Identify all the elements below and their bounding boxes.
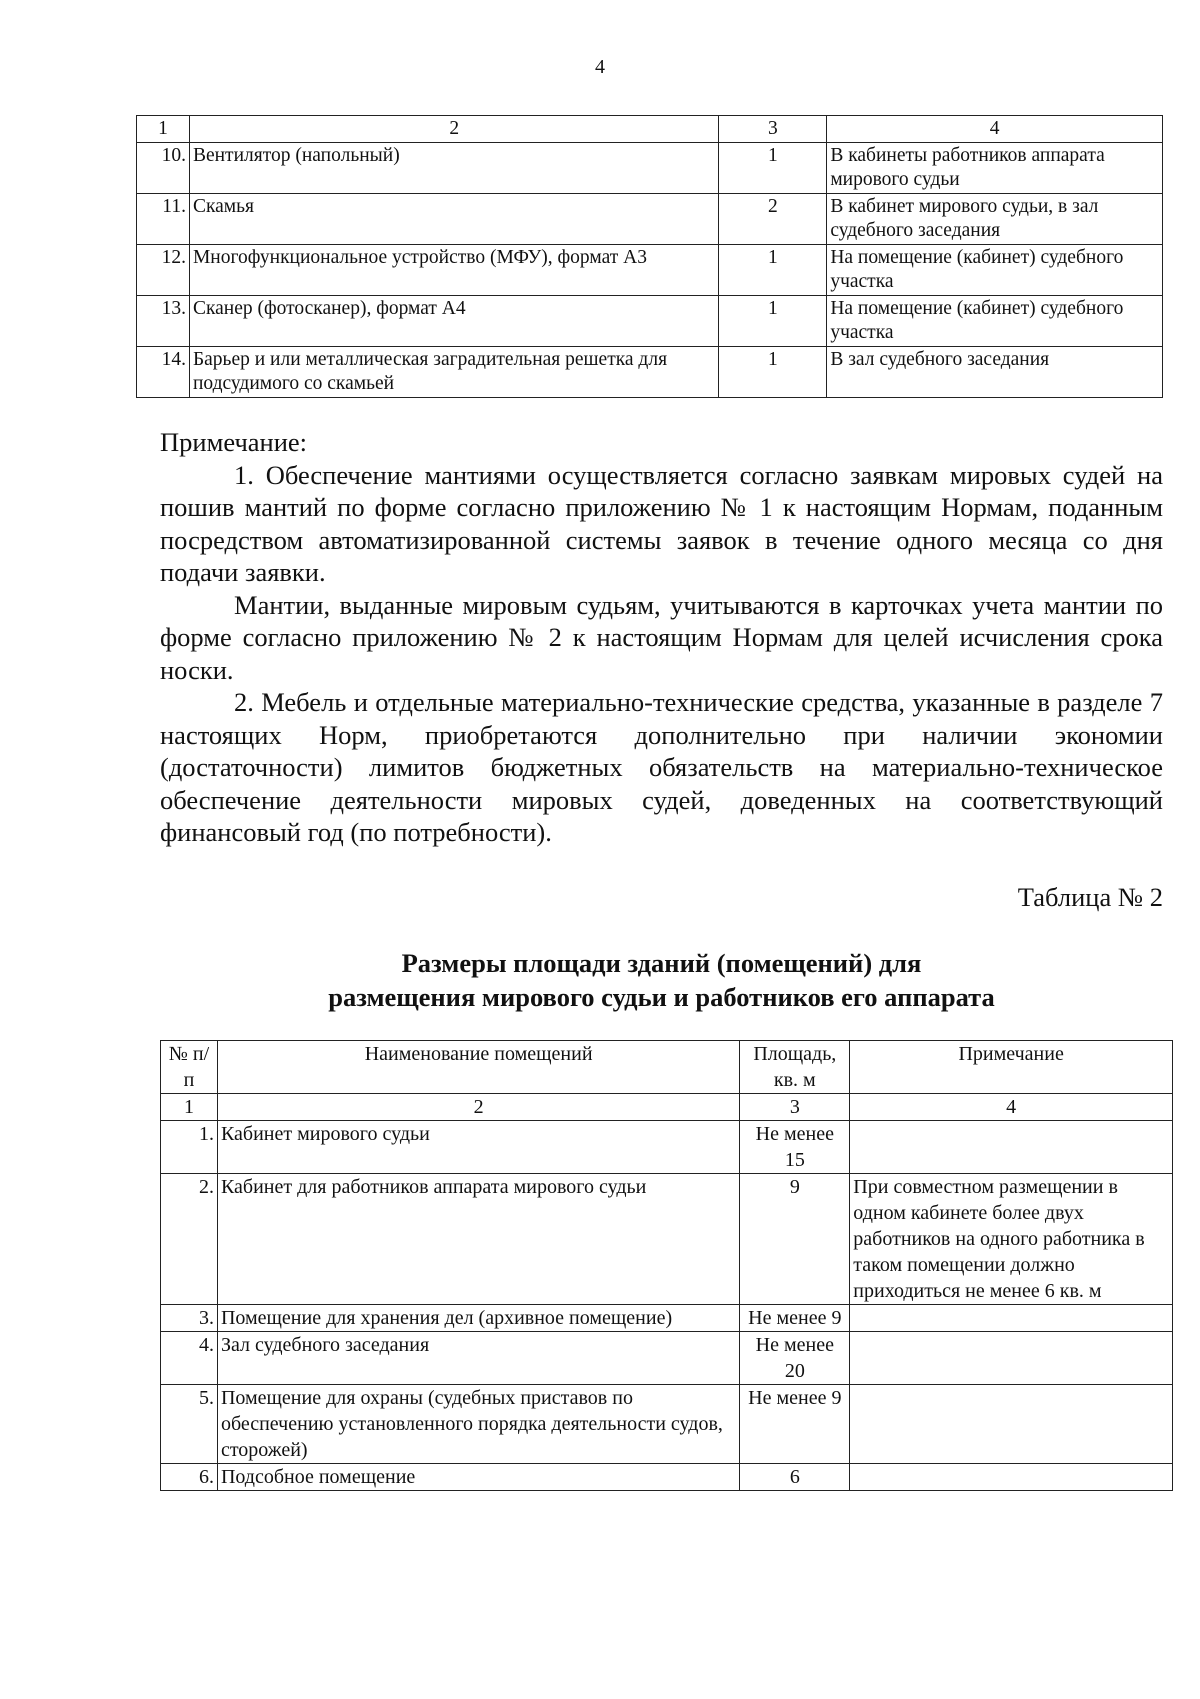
header-cell: 1 — [137, 116, 190, 143]
item-name: Сканер (фотосканер), формат А4 — [189, 296, 719, 347]
row-number: 12. — [137, 245, 190, 296]
item-qty: 1 — [719, 296, 827, 347]
table-header-row — [137, 116, 1163, 143]
premises-table — [160, 1040, 1173, 1491]
table-row — [161, 1332, 1173, 1385]
item-note: В зал судебного заседания — [827, 347, 1163, 398]
table-row — [137, 194, 1163, 245]
premise-name: Кабинет мирового судьи — [217, 1121, 739, 1174]
premise-area: Не менее 15 — [740, 1121, 850, 1174]
column-number: 2 — [217, 1094, 739, 1121]
row-number: 5. — [161, 1385, 218, 1464]
premise-name: Помещение для охраны (судебных приставов по обеспечению установленного порядка деятельности судов, сторожей) — [217, 1385, 739, 1464]
notes-section — [160, 426, 1163, 849]
premise-area: Не менее 9 — [740, 1305, 850, 1332]
row-number: 11. — [137, 194, 190, 245]
row-number: 3. — [161, 1305, 218, 1332]
table-title-line: Размеры площади зданий (помещений) для — [401, 948, 922, 978]
item-name: Барьер и или металлическая заградительная решетка для подсудимого со скамьей — [189, 347, 719, 398]
header-area: Площадь, кв. м — [740, 1041, 850, 1094]
item-qty: 1 — [719, 347, 827, 398]
page-number: 4 — [595, 56, 605, 78]
table-title-line: размещения мирового судьи и работников его аппарата — [328, 982, 995, 1012]
notes-title: Примечание: — [160, 427, 308, 457]
header-num: № п/п — [161, 1041, 218, 1094]
item-note: На помещение (кабинет) судебного участка — [827, 245, 1163, 296]
table-row — [137, 245, 1163, 296]
premise-note — [850, 1305, 1173, 1332]
premise-note — [850, 1332, 1173, 1385]
premise-note — [850, 1464, 1173, 1491]
premise-note: При совместном размещении в одном кабинете более двух работников на одного работника в таком помещении должно приходиться не менее 6 кв. м — [850, 1174, 1173, 1305]
item-note: В кабинеты работников аппарата мирового судьи — [827, 143, 1163, 194]
premise-area: Не менее 9 — [740, 1385, 850, 1464]
header-cell: 4 — [827, 116, 1163, 143]
header-cell: 2 — [189, 116, 719, 143]
premise-name: Зал судебного заседания — [217, 1332, 739, 1385]
header-note: Примечание — [850, 1041, 1173, 1094]
item-qty: 1 — [719, 143, 827, 194]
column-number: 1 — [161, 1094, 218, 1121]
premise-note — [850, 1385, 1173, 1464]
row-number: 14. — [137, 347, 190, 398]
column-number-row — [161, 1094, 1173, 1121]
row-number: 1. — [161, 1121, 218, 1174]
column-number: 4 — [850, 1094, 1173, 1121]
item-note: В кабинет мирового судьи, в зал судебного заседания — [827, 194, 1163, 245]
table-row — [137, 296, 1163, 347]
item-note: На помещение (кабинет) судебного участка — [827, 296, 1163, 347]
note-paragraph: Мантии, выданные мировым судьям, учитываются в карточках учета мантии по форме согласно приложению № 2 к настоящим Нормам для целей исчисления срока носки. — [160, 589, 1163, 685]
item-qty: 2 — [719, 194, 827, 245]
header-cell: 3 — [719, 116, 827, 143]
table-row — [161, 1174, 1173, 1305]
row-number: 4. — [161, 1332, 218, 1385]
item-name: Скамья — [189, 194, 719, 245]
premise-area: 9 — [740, 1174, 850, 1305]
note-paragraph: 2. Мебель и отдельные материально-технические средства, указанные в разделе 7 настоящих Норм, приобретаются дополнительно при наличии экономии (достаточности) лимитов бюджетных обязательств на материально-техническое обеспечение деятельности мировых судей, доведенных на соответствующий финансовый год (по потребности). — [160, 687, 1163, 847]
header-name: Наименование помещений — [217, 1041, 739, 1094]
table-row — [161, 1121, 1173, 1174]
row-number: 10. — [137, 143, 190, 194]
note-paragraph: 1. Обеспечение мантиями осуществляется согласно заявкам мировых судей на пошив мантий по форме согласно приложению № 1 к настоящим Нормам, поданным посредством автоматизированной системы заявок в течение одного месяца со дня подачи заявки. — [160, 459, 1163, 587]
premise-name: Кабинет для работников аппарата мирового судьи — [217, 1174, 739, 1305]
table-label: Таблица № 2 — [1017, 882, 1163, 912]
item-name: Вентилятор (напольный) — [189, 143, 719, 194]
premise-name: Подсобное помещение — [217, 1464, 739, 1491]
equipment-table — [136, 115, 1163, 398]
row-number: 13. — [137, 296, 190, 347]
table-row — [137, 143, 1163, 194]
table-row — [161, 1385, 1173, 1464]
table-row — [161, 1305, 1173, 1332]
table-row — [137, 347, 1163, 398]
premise-area: 6 — [740, 1464, 850, 1491]
table-header-row — [161, 1041, 1173, 1094]
row-number: 6. — [161, 1464, 218, 1491]
column-number: 3 — [740, 1094, 850, 1121]
premise-note — [850, 1121, 1173, 1174]
premise-area: Не менее 20 — [740, 1332, 850, 1385]
item-name: Многофункциональное устройство (МФУ), формат А3 — [189, 245, 719, 296]
table-row — [161, 1464, 1173, 1491]
table-title — [160, 946, 1163, 1014]
premise-name: Помещение для хранения дел (архивное помещение) — [217, 1305, 739, 1332]
row-number: 2. — [161, 1174, 218, 1305]
item-qty: 1 — [719, 245, 827, 296]
